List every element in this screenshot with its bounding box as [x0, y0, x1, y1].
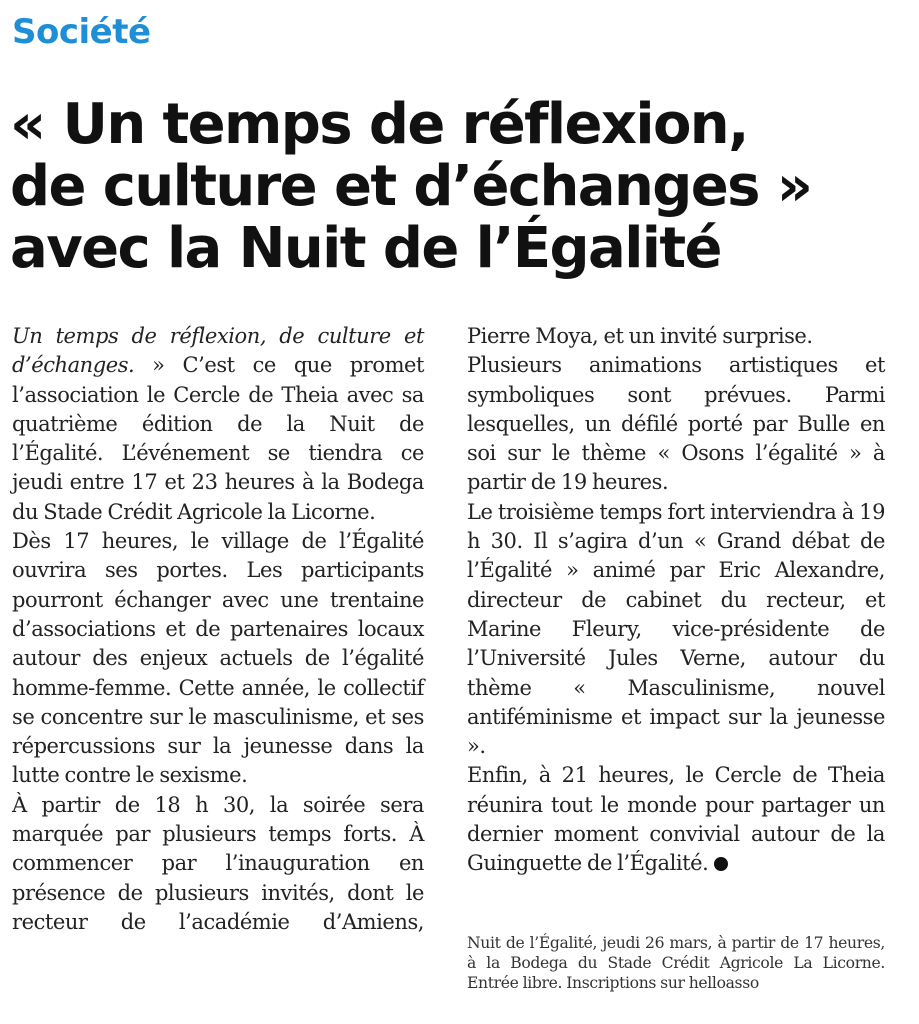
article-column-right	[467, 322, 885, 879]
closing-text: Enfin, à 21 heures, le Cercle de Theia réunira tout le monde pour partager un dernier moment convivial autour de la Guinguette de l’Égalité.	[467, 763, 885, 876]
paragraph-evening-continued: Pierre Moya, et un invité surprise.	[467, 324, 813, 348]
intro-italic-quote: Un temps de réflexion, de culture et d’échanges.	[12, 324, 424, 378]
intro-text: » C’est ce que promet l’association le Cercle de Theia avec sa quatrième édition de la Nuit de l’Égalité. L’événement se tiendra ce jeudi entre 17 et 23 heures à la Bodega du Stade Crédit Agricole la Licorne.	[12, 353, 424, 524]
paragraph-debate: Le troisième temps fort interviendra à 19 h 30. Il s’agira d’un « Grand débat de l’Égalité » animé par Eric Alexandre, directeur de cabinet du recteur, et Marine Fleury, vice-présidente de l’Université Jules Verne, autour du thème « Masculinisme, nouvel antiféminisme et impact sur la jeunesse ».	[467, 499, 885, 759]
paragraph-village: Dès 17 heures, le village de l’Égalité ouvrira ses portes. Les participants pourront échanger avec une trentaine d’associations et de partenaires locaux autour des enjeux actuels de l’égalité homme-femme. Cette année, le collectif se concentre sur le masculinisme, et ses répercussions sur la jeunesse dans la lutte contre le sexisme.	[12, 529, 424, 788]
headline-line-1: « Un temps de réflexion,	[10, 92, 748, 157]
paragraph-closing	[467, 761, 885, 878]
section-rubric: Société	[12, 12, 151, 52]
headline-line-3: avec la Nuit de l’Égalité	[10, 216, 721, 281]
paragraph-animations: Plusieurs animations artistiques et symboliques sont prévues. Parmi lesquelles, un défilé porté par Bulle en soi sur le thème « Osons l’égalité » à partir de 19 heures.	[467, 353, 885, 495]
headline-line-2: de culture et d’échanges »	[10, 154, 812, 219]
article-headline	[10, 94, 910, 280]
paragraph-intro	[12, 322, 424, 527]
article-column-left	[12, 322, 424, 937]
paragraph-evening: À partir de 18 h 30, la soirée sera marquée par plusieurs temps forts. À commencer par l’inauguration en présence de plusieurs invités, dont le recteur de l’académie d’Amiens,	[12, 792, 424, 934]
end-of-article-bullet-icon	[714, 857, 728, 871]
practical-info: Nuit de l’Égalité, jeudi 26 mars, à partir de 17 heures, à la Bodega du Stade Crédit Agricole La Licorne. Entrée libre. Inscriptions sur helloasso	[467, 934, 885, 992]
